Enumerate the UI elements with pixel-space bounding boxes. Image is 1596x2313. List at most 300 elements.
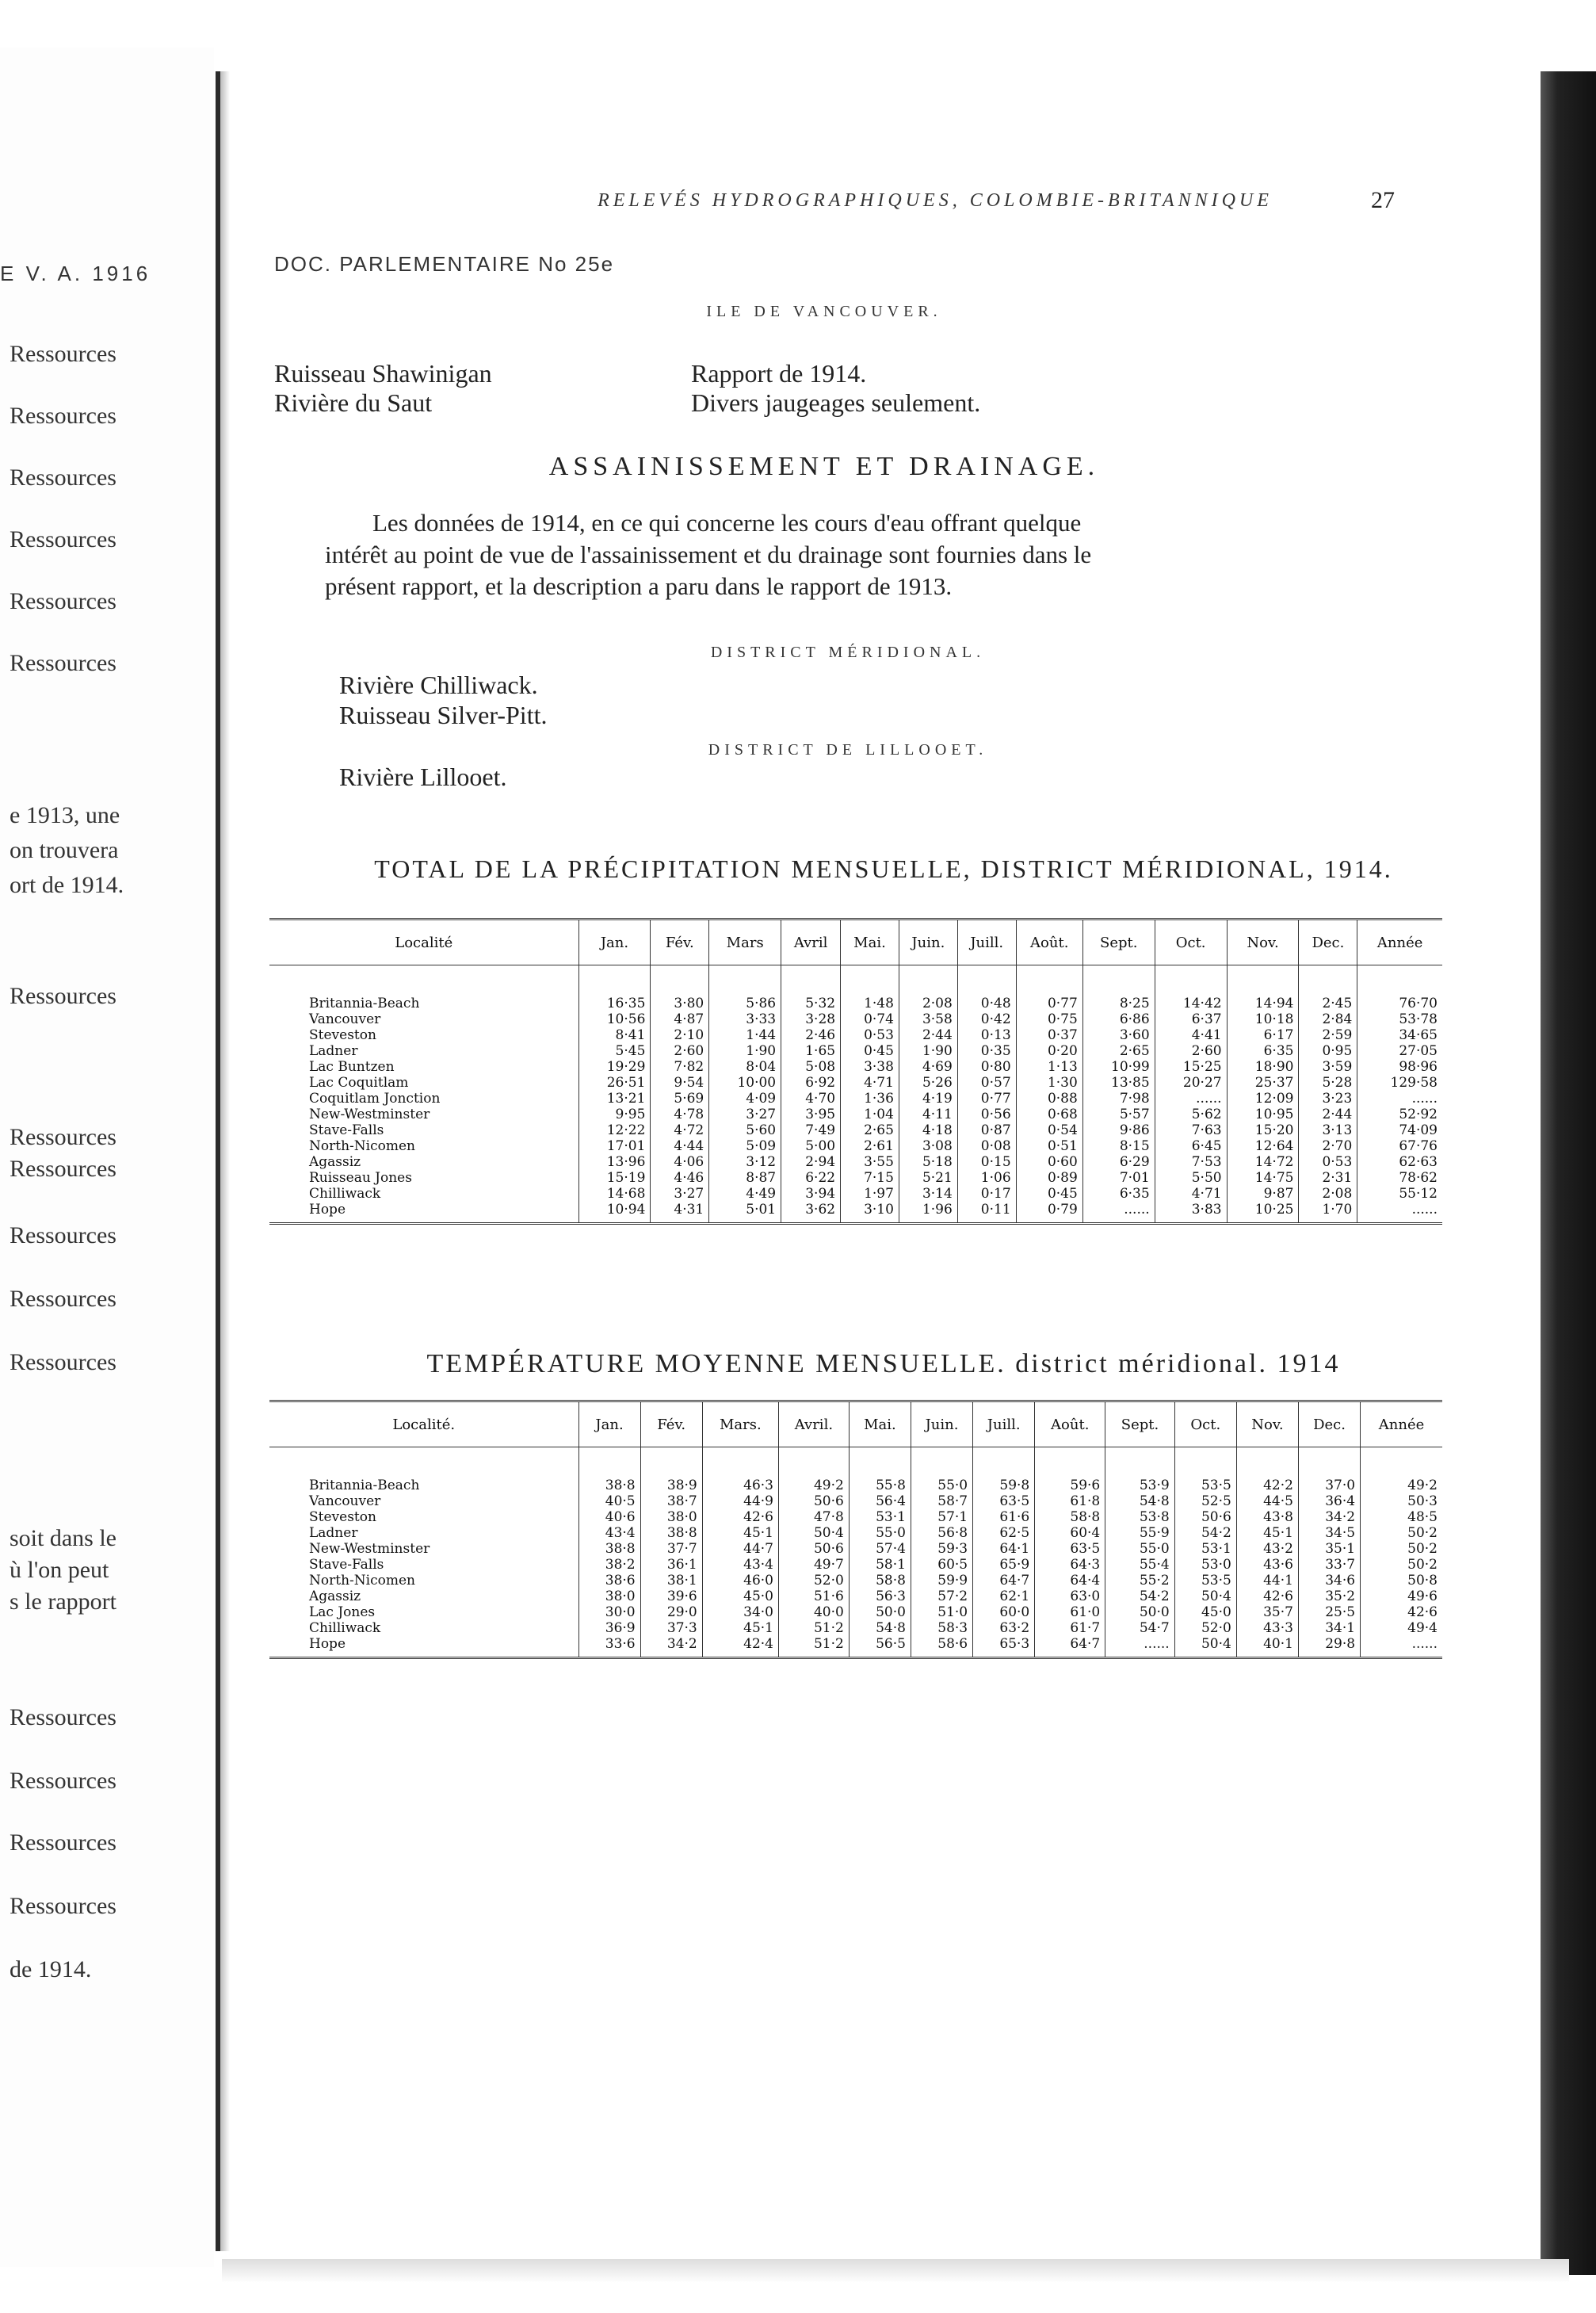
- value-cell: ......: [1082, 1202, 1155, 1224]
- temperature-column-header: Août.: [1035, 1401, 1105, 1447]
- value-cell: 38·1: [640, 1573, 702, 1589]
- temperature-column-header: Juill.: [973, 1401, 1035, 1447]
- value-cell: 36·1: [640, 1557, 702, 1573]
- value-cell: 49·6: [1361, 1589, 1442, 1604]
- value-cell: 2·60: [651, 1043, 709, 1059]
- value-cell: 43·4: [702, 1557, 778, 1573]
- spacer-cell: [651, 965, 709, 996]
- value-cell: 5·26: [899, 1075, 957, 1091]
- value-cell: 38·9: [640, 1478, 702, 1493]
- page-bottom-shadow: [222, 2259, 1569, 2283]
- value-cell: 5·28: [1299, 1075, 1357, 1091]
- value-cell: 30·0: [578, 1604, 640, 1620]
- value-cell: 4·18: [899, 1122, 957, 1138]
- value-cell: 5·32: [781, 996, 841, 1011]
- locality-cell: Lac Jones: [309, 1604, 376, 1620]
- value-cell: 51·0: [911, 1604, 972, 1620]
- value-cell: 2·44: [1299, 1107, 1357, 1122]
- table-row: [269, 996, 1442, 1011]
- temperature-column-header: Mars.: [702, 1401, 778, 1447]
- value-cell: 25·5: [1298, 1604, 1360, 1620]
- section-paragraph: [325, 507, 1418, 602]
- temperature-table: [269, 1400, 1442, 1659]
- value-cell: 3·38: [841, 1059, 899, 1075]
- value-cell: 37·7: [640, 1541, 702, 1557]
- value-cell: 36·9: [578, 1620, 640, 1636]
- value-cell: 1·90: [709, 1043, 781, 1059]
- value-cell: 55·2: [1105, 1573, 1174, 1589]
- value-cell: 9·86: [1082, 1122, 1155, 1138]
- locality-cell: Steveston: [309, 1509, 376, 1525]
- value-cell: 42·6: [702, 1509, 778, 1525]
- spacer-cell: [640, 1447, 702, 1478]
- table-row: [269, 1027, 1442, 1043]
- value-cell: 54·2: [1105, 1589, 1174, 1604]
- value-cell: 49·2: [1361, 1478, 1442, 1493]
- value-cell: 0·37: [1016, 1027, 1082, 1043]
- locality-cell: Lac Buntzen: [309, 1059, 395, 1075]
- value-cell: 50·0: [849, 1604, 911, 1620]
- value-cell: 58·8: [1035, 1509, 1105, 1525]
- spacer-cell: [1155, 965, 1227, 996]
- value-cell: 2·45: [1299, 996, 1357, 1011]
- value-cell: 2·84: [1299, 1011, 1357, 1027]
- value-cell: 4·87: [651, 1011, 709, 1027]
- value-cell: 38·6: [578, 1573, 640, 1589]
- value-cell: 14·72: [1227, 1154, 1299, 1170]
- value-cell: 1·90: [899, 1043, 957, 1059]
- value-cell: 50·2: [1361, 1525, 1442, 1541]
- value-cell: 53·78: [1357, 1011, 1442, 1027]
- value-cell: 12·22: [578, 1122, 651, 1138]
- value-cell: 3·80: [651, 996, 709, 1011]
- table-row: [269, 1170, 1442, 1186]
- left-page-line: Ressources: [10, 1704, 116, 1730]
- spacer-cell: [578, 965, 651, 996]
- table-row: [269, 1138, 1442, 1154]
- value-cell: 0·79: [1016, 1202, 1082, 1224]
- locality-cell: Agassiz: [309, 1589, 361, 1604]
- value-cell: 0·60: [1016, 1154, 1082, 1170]
- spacer-cell: [841, 965, 899, 996]
- spacer-cell: [957, 965, 1016, 996]
- spacer-cell: [1082, 965, 1155, 996]
- value-cell: 1·97: [841, 1186, 899, 1202]
- value-cell: 0·68: [1016, 1107, 1082, 1122]
- value-cell: 13·21: [578, 1091, 651, 1107]
- value-cell: 98·96: [1357, 1059, 1442, 1075]
- value-cell: 58·3: [911, 1620, 972, 1636]
- spacer-cell: [1227, 965, 1299, 996]
- value-cell: 56·3: [849, 1589, 911, 1604]
- value-cell: 3·55: [841, 1154, 899, 1170]
- value-cell: 38·0: [640, 1509, 702, 1525]
- value-cell: 7·01: [1082, 1170, 1155, 1186]
- locality-cell: Hope: [269, 1636, 578, 1658]
- value-cell: 58·1: [849, 1557, 911, 1573]
- left-page-line: Ressources: [10, 1222, 116, 1248]
- spacer-cell: [899, 965, 957, 996]
- value-cell: 61·8: [1035, 1493, 1105, 1509]
- value-cell: 58·7: [911, 1493, 972, 1509]
- precipitation-header-row: [269, 919, 1442, 965]
- value-cell: 52·0: [1174, 1620, 1236, 1636]
- spacer-cell: [1016, 965, 1082, 996]
- value-cell: 34·2: [1298, 1509, 1360, 1525]
- value-cell: 3·10: [841, 1202, 899, 1224]
- value-cell: 44·5: [1236, 1493, 1298, 1509]
- value-cell: 5·45: [578, 1043, 651, 1059]
- spacer-cell: [849, 1447, 911, 1478]
- spacer-cell: [1035, 1447, 1105, 1478]
- temperature-column-header: Avril.: [779, 1401, 850, 1447]
- spacer-cell: [973, 1447, 1035, 1478]
- precipitation-table-title: TOTAL DE LA PRÉCIPITATION MENSUELLE, DISTRICT MÉRIDIONAL, 1914.: [374, 854, 1393, 883]
- value-cell: 3·27: [709, 1107, 781, 1122]
- temperature-column-header: Dec.: [1298, 1401, 1360, 1447]
- value-cell: 9·54: [651, 1075, 709, 1091]
- value-cell: 16·35: [578, 996, 651, 1011]
- table-row: [269, 1075, 1442, 1091]
- value-cell: 53·0: [1174, 1557, 1236, 1573]
- table-row: [269, 1043, 1442, 1059]
- value-cell: 58·6: [911, 1636, 972, 1658]
- table-row: [269, 1186, 1442, 1202]
- left-page-line: Ressources: [10, 1349, 116, 1375]
- value-cell: 2·65: [841, 1122, 899, 1138]
- value-cell: 62·5: [973, 1525, 1035, 1541]
- value-cell: 64·3: [1035, 1557, 1105, 1573]
- value-cell: ......: [1105, 1636, 1174, 1658]
- value-cell: 0·87: [957, 1122, 1016, 1138]
- value-cell: 4·46: [651, 1170, 709, 1186]
- value-cell: 51·2: [779, 1620, 850, 1636]
- value-cell: 42·6: [1361, 1604, 1442, 1620]
- value-cell: 37·0: [1298, 1478, 1360, 1493]
- page-gutter-shadow: [220, 71, 230, 2251]
- table-row: [269, 1493, 1442, 1509]
- value-cell: 0·74: [841, 1011, 899, 1027]
- temperature-column-header: Juin.: [911, 1401, 972, 1447]
- document-reference: DOC. PARLEMENTAIRE No 25e: [274, 252, 615, 276]
- value-cell: 19·29: [578, 1059, 651, 1075]
- precipitation-column-header: Avril: [781, 919, 841, 965]
- value-cell: 3·33: [709, 1011, 781, 1027]
- table-row: [269, 1589, 1442, 1604]
- spacer-cell: [1105, 1447, 1174, 1478]
- value-cell: 3·59: [1299, 1059, 1357, 1075]
- value-cell: 4·06: [651, 1154, 709, 1170]
- precipitation-column-header: Dec.: [1299, 919, 1357, 965]
- value-cell: 4·09: [709, 1091, 781, 1107]
- left-page-line: Ressources: [10, 1124, 116, 1150]
- value-cell: 10·25: [1227, 1202, 1299, 1224]
- value-cell: 45·0: [702, 1589, 778, 1604]
- meridional-item-1: Rivière Chilliwack.: [339, 671, 538, 699]
- left-page-line: on trouvera: [10, 837, 119, 863]
- value-cell: 2·46: [781, 1027, 841, 1043]
- precipitation-column-header: Localité: [269, 919, 578, 965]
- value-cell: 14·42: [1155, 996, 1227, 1011]
- value-cell: 55·9: [1105, 1525, 1174, 1541]
- value-cell: 17·01: [578, 1138, 651, 1154]
- value-cell: 10·99: [1082, 1059, 1155, 1075]
- value-cell: 61·6: [973, 1509, 1035, 1525]
- locality-cell: Ladner: [309, 1525, 358, 1541]
- value-cell: 65·9: [973, 1557, 1035, 1573]
- page-border-right: [1541, 71, 1596, 2275]
- table-row: [269, 1509, 1442, 1525]
- temperature-column-header: Fév.: [640, 1401, 702, 1447]
- value-cell: 6·45: [1155, 1138, 1227, 1154]
- locality-cell: Ruisseau Jones: [309, 1170, 412, 1186]
- value-cell: 64·7: [1035, 1636, 1105, 1658]
- value-cell: 8·04: [709, 1059, 781, 1075]
- temperature-column-header: Jan.: [578, 1401, 640, 1447]
- value-cell: 53·8: [1105, 1509, 1174, 1525]
- value-cell: 43·4: [578, 1525, 640, 1541]
- value-cell: 48·5: [1361, 1509, 1442, 1525]
- value-cell: 12·09: [1227, 1091, 1299, 1107]
- table-row: [269, 1122, 1442, 1138]
- value-cell: 0·88: [1016, 1091, 1082, 1107]
- locality-cell: Hope: [269, 1202, 578, 1224]
- value-cell: 6·29: [1082, 1154, 1155, 1170]
- value-cell: 78·62: [1357, 1170, 1442, 1186]
- value-cell: 45·0: [1174, 1604, 1236, 1620]
- spacer-cell: [911, 1447, 972, 1478]
- value-cell: 3·58: [899, 1011, 957, 1027]
- left-page-line: Ressources: [10, 983, 116, 1009]
- table-spacer-row: [269, 965, 1442, 996]
- table-row: [269, 1154, 1442, 1170]
- value-cell: 60·5: [911, 1557, 972, 1573]
- value-cell: 34·65: [1357, 1027, 1442, 1043]
- value-cell: 0·89: [1016, 1170, 1082, 1186]
- value-cell: 2·10: [651, 1027, 709, 1043]
- value-cell: 55·8: [849, 1478, 911, 1493]
- value-cell: 55·4: [1105, 1557, 1174, 1573]
- value-cell: 60·4: [1035, 1525, 1105, 1541]
- value-cell: 56·8: [911, 1525, 972, 1541]
- temperature-column-header: Sept.: [1105, 1401, 1174, 1447]
- value-cell: 3·23: [1299, 1091, 1357, 1107]
- value-cell: 58·8: [849, 1573, 911, 1589]
- value-cell: 50·4: [779, 1525, 850, 1541]
- locality-cell: Coquitlam Jonction: [309, 1091, 441, 1107]
- value-cell: 50·0: [1105, 1604, 1174, 1620]
- value-cell: 47·8: [779, 1509, 850, 1525]
- value-cell: 4·11: [899, 1107, 957, 1122]
- value-cell: 52·92: [1357, 1107, 1442, 1122]
- vancouver-heading: ILE DE VANCOUVER.: [706, 303, 942, 320]
- value-cell: 1·36: [841, 1091, 899, 1107]
- value-cell: 43·8: [1236, 1509, 1298, 1525]
- value-cell: 0·17: [957, 1186, 1016, 1202]
- value-cell: 0·51: [1016, 1138, 1082, 1154]
- value-cell: 8·15: [1082, 1138, 1155, 1154]
- value-cell: 1·44: [709, 1027, 781, 1043]
- value-cell: 4·19: [899, 1091, 957, 1107]
- value-cell: 1·48: [841, 996, 899, 1011]
- value-cell: 38·8: [578, 1478, 640, 1493]
- precipitation-column-header: Mai.: [841, 919, 899, 965]
- value-cell: 53·5: [1174, 1573, 1236, 1589]
- value-cell: 55·0: [1105, 1541, 1174, 1557]
- value-cell: 42·6: [1236, 1589, 1298, 1604]
- value-cell: 0·08: [957, 1138, 1016, 1154]
- spacer-cell: [269, 965, 578, 996]
- value-cell: 6·92: [781, 1075, 841, 1091]
- value-cell: 51·6: [779, 1589, 850, 1604]
- running-head: RELEVÉS HYDROGRAPHIQUES, COLOMBIE-BRITANNIQUE: [598, 190, 1273, 211]
- value-cell: 45·1: [702, 1620, 778, 1636]
- value-cell: 76·70: [1357, 996, 1442, 1011]
- value-cell: 2·59: [1299, 1027, 1357, 1043]
- value-cell: 0·20: [1016, 1043, 1082, 1059]
- value-cell: 50·8: [1361, 1573, 1442, 1589]
- value-cell: 8·25: [1082, 996, 1155, 1011]
- spacer-cell: [1361, 1447, 1442, 1478]
- value-cell: 34·2: [640, 1636, 702, 1658]
- value-cell: 43·6: [1236, 1557, 1298, 1573]
- value-cell: 64·7: [973, 1573, 1035, 1589]
- value-cell: 54·2: [1174, 1525, 1236, 1541]
- table-row: [269, 1525, 1442, 1541]
- value-cell: 5·08: [781, 1059, 841, 1075]
- spacer-cell: [709, 965, 781, 996]
- value-cell: 40·6: [578, 1509, 640, 1525]
- left-page-line: Ressources: [10, 465, 116, 491]
- spacer-cell: [781, 965, 841, 996]
- value-cell: 4·44: [651, 1138, 709, 1154]
- locality-cell: Ladner: [309, 1043, 358, 1059]
- value-cell: 53·1: [1174, 1541, 1236, 1557]
- value-cell: 2·65: [1082, 1043, 1155, 1059]
- locality-cell: Chilliwack: [309, 1186, 381, 1202]
- value-cell: 44·1: [1236, 1573, 1298, 1589]
- value-cell: 59·9: [911, 1573, 972, 1589]
- table-row: [269, 1636, 1442, 1658]
- value-cell: 35·1: [1298, 1541, 1360, 1557]
- left-page-line: e 1913, une: [10, 802, 120, 828]
- locality-cell: Britannia-Beach: [309, 1478, 420, 1493]
- value-cell: 38·7: [640, 1493, 702, 1509]
- spacer-cell: [1357, 965, 1442, 996]
- value-cell: 7·15: [841, 1170, 899, 1186]
- locality-cell: New-Westminster: [309, 1107, 430, 1122]
- precipitation-column-header: Nov.: [1227, 919, 1299, 965]
- temperature-column-header: Oct.: [1174, 1401, 1236, 1447]
- value-cell: 14·68: [578, 1186, 651, 1202]
- table-row: [269, 1011, 1442, 1027]
- value-cell: 59·8: [973, 1478, 1035, 1493]
- value-cell: 4·71: [1155, 1186, 1227, 1202]
- value-cell: 50·6: [779, 1541, 850, 1557]
- value-cell: 6·37: [1155, 1011, 1227, 1027]
- table-row: [269, 1091, 1442, 1107]
- precipitation-column-header: Fév.: [651, 919, 709, 965]
- value-cell: 5·69: [651, 1091, 709, 1107]
- value-cell: 61·0: [1035, 1604, 1105, 1620]
- value-cell: 50·4: [1174, 1636, 1236, 1658]
- value-cell: 57·4: [849, 1541, 911, 1557]
- value-cell: 0·35: [957, 1043, 1016, 1059]
- value-cell: 53·5: [1174, 1478, 1236, 1493]
- table-row: [269, 1557, 1442, 1573]
- locality-cell: Vancouver: [309, 1493, 381, 1509]
- locality-cell: Chilliwack: [309, 1620, 381, 1636]
- value-cell: 56·5: [849, 1636, 911, 1658]
- locality-cell: Stave-Falls: [309, 1122, 384, 1138]
- value-cell: 0·57: [957, 1075, 1016, 1091]
- vancouver-row-1-note: Rapport de 1914.: [691, 359, 867, 388]
- value-cell: 64·1: [973, 1541, 1035, 1557]
- value-cell: 25·37: [1227, 1075, 1299, 1091]
- value-cell: 7·49: [781, 1122, 841, 1138]
- value-cell: 10·18: [1227, 1011, 1299, 1027]
- value-cell: 2·61: [841, 1138, 899, 1154]
- temperature-column-header: Mai.: [849, 1401, 911, 1447]
- precipitation-column-header: Juin.: [899, 919, 957, 965]
- value-cell: 57·1: [911, 1509, 972, 1525]
- value-cell: 53·9: [1105, 1478, 1174, 1493]
- value-cell: 55·12: [1357, 1186, 1442, 1202]
- value-cell: 54·7: [1105, 1620, 1174, 1636]
- value-cell: 45·1: [1236, 1525, 1298, 1541]
- left-page-line: Ressources: [10, 650, 116, 676]
- value-cell: ......: [1361, 1636, 1442, 1658]
- precipitation-column-header: Année: [1357, 919, 1442, 965]
- value-cell: 50·6: [1174, 1509, 1236, 1525]
- precipitation-column-header: Oct.: [1155, 919, 1227, 965]
- value-cell: 59·3: [911, 1541, 972, 1557]
- temperature-header-row: [269, 1401, 1442, 1447]
- value-cell: 0·42: [957, 1011, 1016, 1027]
- value-cell: 50·2: [1361, 1541, 1442, 1557]
- table-row: [269, 1478, 1442, 1493]
- value-cell: 54·8: [1105, 1493, 1174, 1509]
- value-cell: 39·6: [640, 1589, 702, 1604]
- value-cell: 15·25: [1155, 1059, 1227, 1075]
- temperature-column-header: Nov.: [1236, 1401, 1298, 1447]
- left-page-header: E V. A. 1916: [0, 262, 151, 285]
- value-cell: 3·08: [899, 1138, 957, 1154]
- left-page-line: Ressources: [10, 1768, 116, 1794]
- value-cell: 3·27: [651, 1186, 709, 1202]
- value-cell: 1·96: [899, 1202, 957, 1224]
- value-cell: 3·28: [781, 1011, 841, 1027]
- spacer-cell: [1299, 965, 1357, 996]
- value-cell: 2·94: [781, 1154, 841, 1170]
- value-cell: 9·87: [1227, 1186, 1299, 1202]
- value-cell: 7·98: [1082, 1091, 1155, 1107]
- locality-cell: Vancouver: [309, 1011, 381, 1027]
- value-cell: 18·90: [1227, 1059, 1299, 1075]
- district-lillooet-heading: DISTRICT DE LILLOOET.: [708, 741, 988, 759]
- value-cell: 59·6: [1035, 1478, 1105, 1493]
- value-cell: 40·1: [1236, 1636, 1298, 1658]
- spacer-cell: [1174, 1447, 1236, 1478]
- value-cell: 37·3: [640, 1620, 702, 1636]
- value-cell: 43·3: [1236, 1620, 1298, 1636]
- value-cell: 34·6: [1298, 1573, 1360, 1589]
- value-cell: 6·35: [1227, 1043, 1299, 1059]
- value-cell: 13·96: [578, 1154, 651, 1170]
- value-cell: 40·0: [779, 1604, 850, 1620]
- value-cell: 5·00: [781, 1138, 841, 1154]
- value-cell: 64·4: [1035, 1573, 1105, 1589]
